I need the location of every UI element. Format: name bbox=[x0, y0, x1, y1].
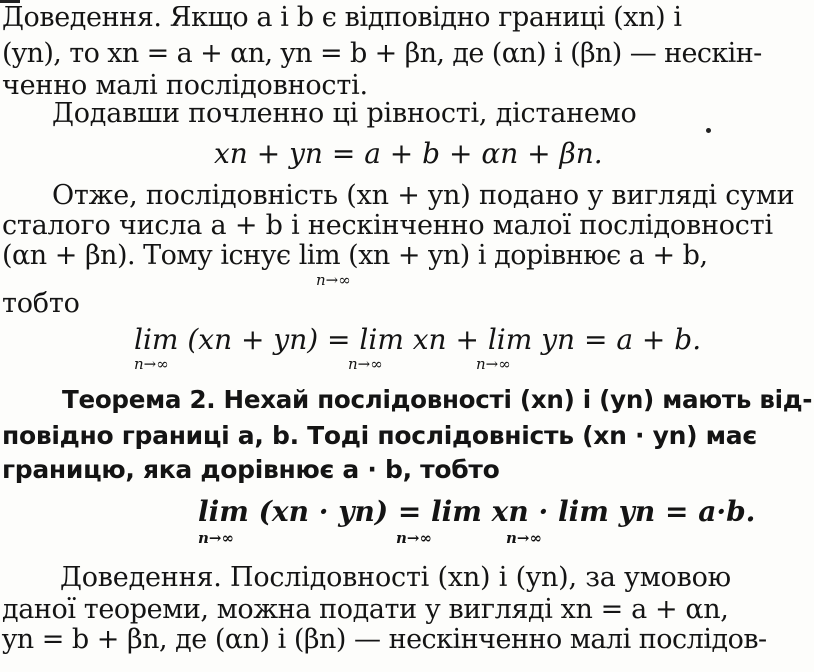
print-speck bbox=[706, 128, 711, 133]
paragraph-line-1: Доведення. Якщо a і b є відповідно границі (xn) і bbox=[2, 2, 682, 33]
formula-sum: xn + yn = a + b + αn + βn. bbox=[214, 137, 603, 170]
paragraph-line-5: Отже, послідовність (xn + yn) подано у вигляді суми bbox=[52, 180, 795, 211]
lim-subscript-7: n→∞ bbox=[506, 529, 542, 547]
formula-lim-product: lim (xn · yn) = lim xn · lim yn = a·b. bbox=[198, 495, 756, 528]
paragraph-line-7: (αn + βn). Тому існує lim (xn + yn) і дорівнює a + b, bbox=[2, 240, 708, 271]
paragraph-line-9: Доведення. Послідовності (xn) і (yn), за умовою bbox=[60, 562, 731, 593]
formula-lim-sum: lim (xn + yn) = lim xn + lim yn = a + b. bbox=[134, 323, 702, 356]
paragraph-line-2: (yn), то xn = a + αn, yn = b + βn, де (αn) і (βn) — нескін- bbox=[2, 38, 762, 69]
paragraph-line-6: сталого числа a + b і нескінченно малої послідовності bbox=[2, 210, 773, 241]
lim-subscript-5: n→∞ bbox=[198, 529, 234, 547]
lim-subscript-4: n→∞ bbox=[476, 355, 511, 373]
paragraph-line-4: Додавши почленно ці рівності, дістанемо bbox=[52, 98, 637, 129]
theorem-line-1: Теорема 2. Нехай послідовності (xn) і (yn) мають від- bbox=[62, 385, 813, 414]
paragraph-line-8: тобто bbox=[2, 288, 80, 319]
lim-subscript-1: n→∞ bbox=[316, 271, 351, 289]
theorem-line-2: повідно границі a, b. Тоді послідовність (xn · yn) має bbox=[2, 421, 757, 450]
paragraph-line-10: даної теореми, можна подати у вигляді xn = a + αn, bbox=[2, 594, 729, 625]
theorem-line-3: границю, яка дорівнює a · b, тобто bbox=[2, 455, 500, 484]
lim-subscript-6: n→∞ bbox=[396, 529, 432, 547]
paragraph-line-11: yn = b + βn, де (αn) і (βn) — нескінченно малі послідов- bbox=[2, 624, 767, 655]
lim-subscript-2: n→∞ bbox=[134, 355, 169, 373]
paragraph-line-3: ченно малі послідовності. bbox=[2, 70, 368, 101]
lim-subscript-3: n→∞ bbox=[348, 355, 383, 373]
